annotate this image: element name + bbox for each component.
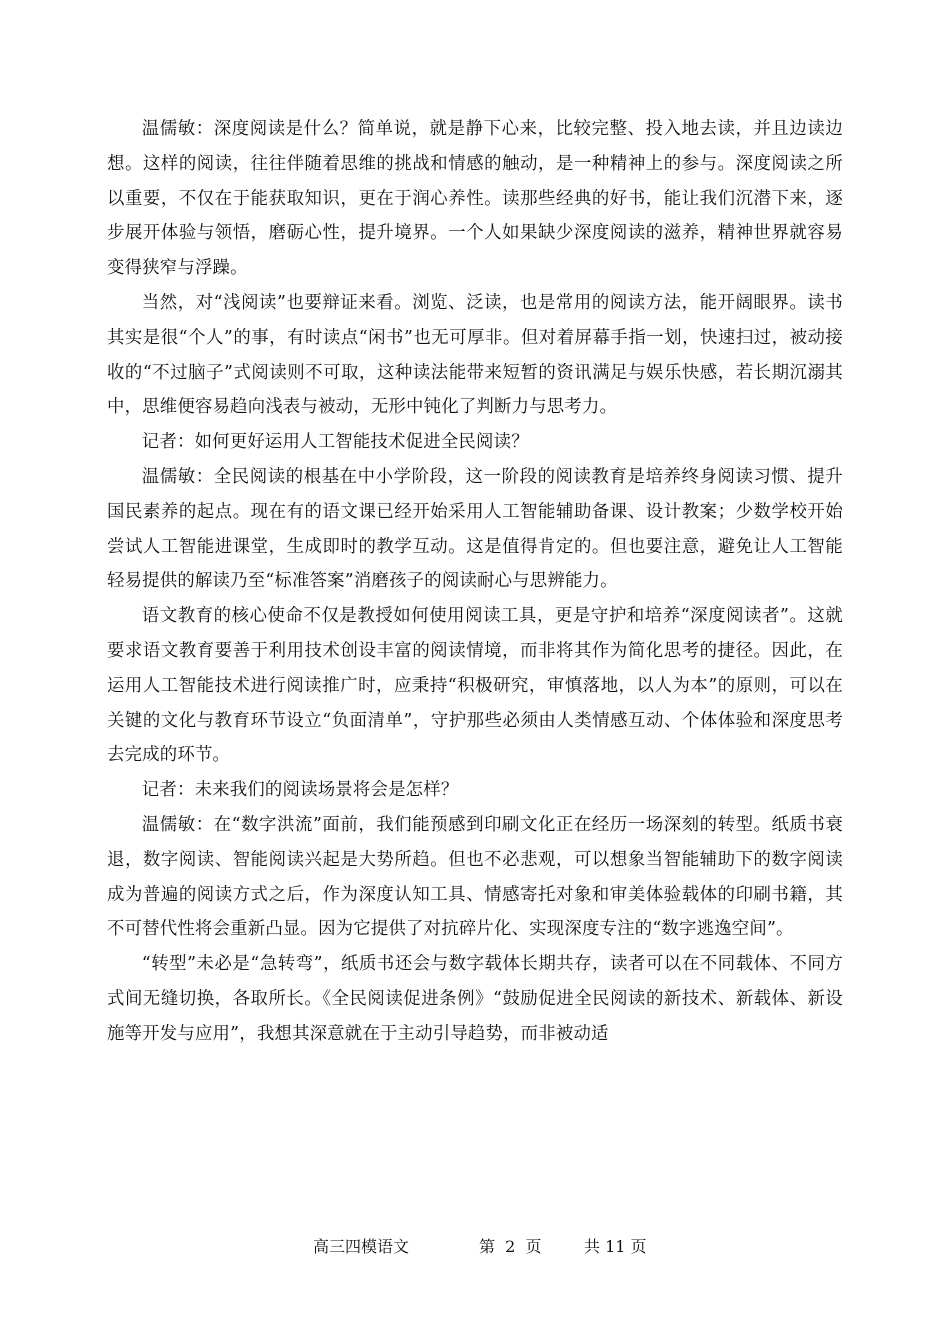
document-body (107, 112, 843, 1052)
paragraph-wen-deep-reading: 温儒敏：深度阅读是什么？简单说，就是静下心来，比较完整、投入地去读，并且边读边想。这样的阅读，往往伴随着思维的挑战和情感的触动，是一种精神上的参与。深度阅读之所以重要，不仅在于能获取知识，更在于润心养性。读那些经典的好书，能让我们沉潜下来，逐步展开体验与领悟，磨砺心性，提升境界。一个人如果缺少深度阅读的滋养，精神世界就容易变得狭窄与浮躁。 (107, 119, 843, 279)
footer-page-total: 共 11 页 (584, 1237, 647, 1256)
footer-exam-name: 高三四模语文 (313, 1237, 410, 1256)
page-footer (0, 1235, 950, 1259)
paragraph-shallow-reading: 当然，对“浅阅读”也要辩证来看。浏览、泛读，也是常用的阅读方法，能开阔眼界。读书其实是很“个人”的事，有时读点“闲书”也无可厚非。但对着屏幕手指一划，快速扫过，被动接收的“不过脑子”式阅读则不可取，这种读法能带来短暂的资讯满足与娱乐快感，若长期沉溺其中，思维便容易趋向浅表与被动，无形中钝化了判断力与思考力。 (107, 292, 843, 418)
paragraph-wen-ai-education: 温儒敏：全民阅读的根基在中小学阶段，这一阶段的阅读教育是培养终身阅读习惯、提升国民素养的起点。现在有的语文课已经开始采用人工智能辅助备课、设计教案；少数学校开始尝试人工智能进课堂，生成即时的教学互动。这是值得肯定的。但也要注意，避免让人工智能轻易提供的解读乃至“标准答案”消磨孩子的阅读耐心与思辨能力。 (107, 466, 843, 592)
paragraph-reporter-question-ai: 记者：如何更好运用人工智能技术促进全民阅读？ (141, 432, 529, 453)
paragraph-wen-digital-flood: 温儒敏：在“数字洪流”面前，我们能预感到印刷文化正在经历一场深刻的转型。纸质书衰退，数字阅读、智能阅读兴起是大势所趋。但也不必悲观，可以想象当智能辅助下的数字阅读成为普遍的阅读方式之后，作为深度认知工具、情感寄托对象和审美体验载体的印刷书籍，其不可替代性将会重新凸显。因为它提供了对抗碎片化、实现深度专注的“数字逃逸空间”。 (107, 814, 843, 940)
paragraph-transformation: “转型”未必是“急转弯”，纸质书还会与数字载体长期共存，读者可以在不同载体、不同方式间无缝切换，各取所长。《全民阅读促进条例》“鼓励促进全民阅读的新技术、新载体、新设施等开发与应用”，我想其深意就在于主动引导趋势，而非被动适 (107, 954, 843, 1044)
paragraph-reporter-question-future: 记者：未来我们的阅读场景将会是怎样？ (141, 780, 459, 801)
footer-page-number: 第 2 页 (479, 1237, 542, 1256)
paragraph-core-mission: 语文教育的核心使命不仅是教授如何使用阅读工具，更是守护和培养“深度阅读者”。这就要求语文教育要善于利用技术创设丰富的阅读情境，而非将其作为简化思考的捷径。因此，在运用人工智能技术进行阅读推广时，应秉持“积极研究，审慎落地，以人为本”的原则，可以在关键的文化与教育环节设立“负面清单”，守护那些必须由人类情感互动、个体体验和深度思考去完成的环节。 (107, 606, 843, 766)
